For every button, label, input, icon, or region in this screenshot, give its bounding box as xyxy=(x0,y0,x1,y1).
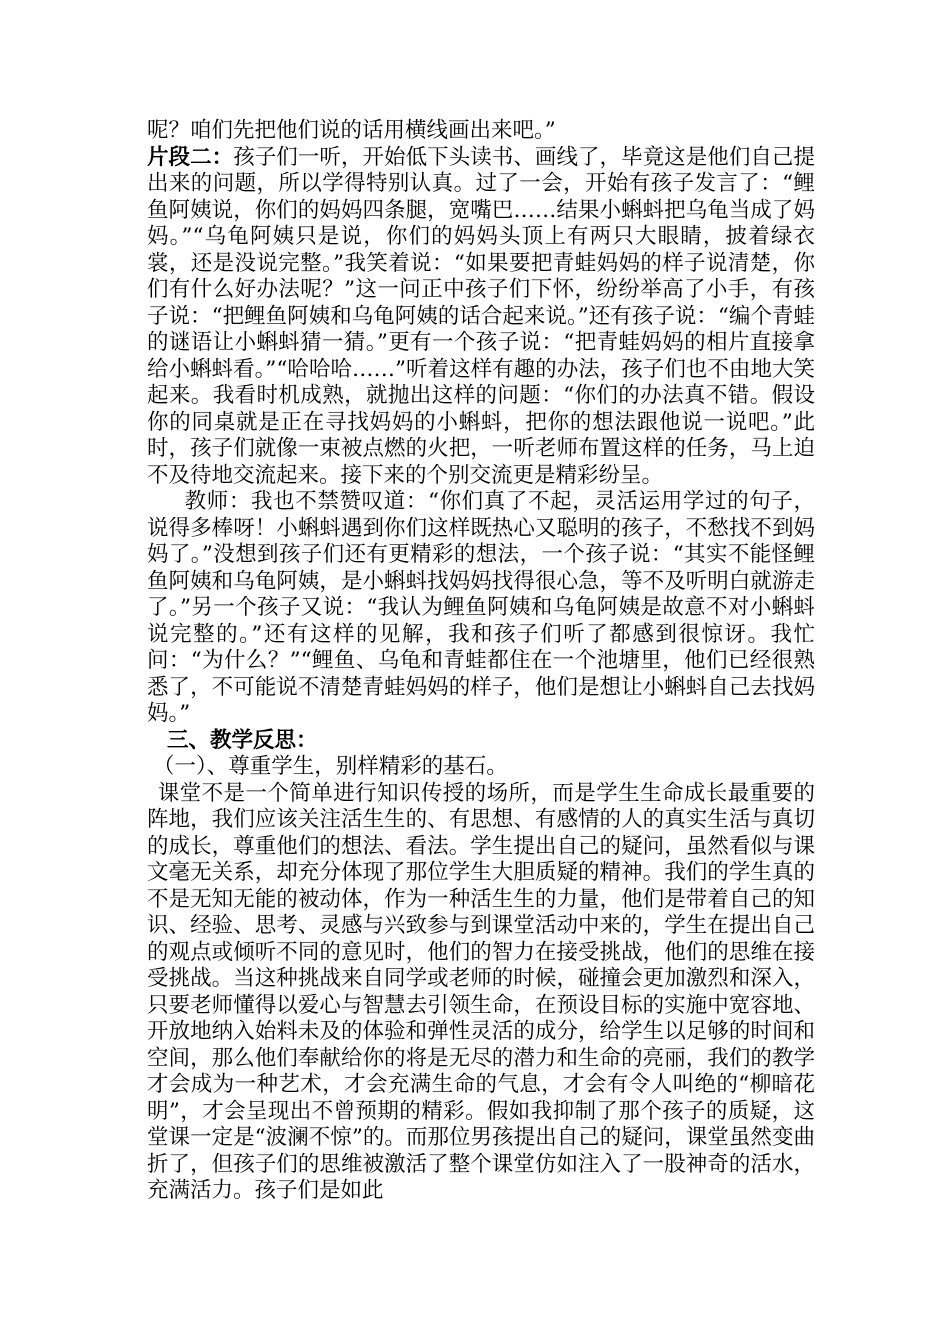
paragraph-continuation: 呢？咱们先把他们说的话用横线画出来吧。” xyxy=(147,118,556,143)
document-page xyxy=(147,118,815,1205)
segment-two-text: 孩子们一听，开始低下头读书、画线了，毕竟这是他们自己提出来的问题，所以学得特别认真。过了一会，开始有孩子发言了：“鲤鱼阿姨说，你们的妈妈四条腿，宽嘴巴……结果小蝌蚪把乌龟当成了妈妈。”“乌龟阿姨只是说，你们的妈妈头顶上有两只大眼睛，披着绿衣裳，还是没说完整。”我笑着说：“如果要把青蛙妈妈的样子说清楚，你们有什么好办法呢？”这一问正中孩子们下怀，纷纷举高了小手，有孩子说：“把鲤鱼阿姨和乌龟阿姨的话合起来说。”还有孩子说：“编个青蛙的谜语让小蝌蚪猜一猜。”更有一个孩子说：“把青蛙妈妈的相片直接拿给小蝌蚪看。”“哈哈哈……”听着这样有趣的办法，孩子们也不由地大笑起来。我看时机成熟，就抛出这样的问题：“你们的办法真不错。假设你的同桌就是正在寻找妈妈的小蝌蚪，把你的想法跟他说一说吧。”此时，孩子们就像一束被点燃的火把，一听老师布置这样的任务，马上迫不及待地交流起来。接下来的个别交流更是精彩纷呈。 xyxy=(147,144,815,488)
segment-two-label: 片段二： xyxy=(147,144,234,170)
subsection-heading-1: （一）、尊重学生，别样精彩的基石。 xyxy=(153,754,508,779)
section-heading-reflection: 三、教学反思： xyxy=(167,727,318,753)
paragraph-segment-two xyxy=(147,145,815,490)
paragraph-teacher: 教师：我也不禁赞叹道：“你们真了不起，灵活运用学过的句子，说得多棒呀！小蝌蚪遇到你们这样既热心又聪明的孩子，不愁找不到妈妈了。”没想到孩子们还有更精彩的想法，一个孩子说：“其实不能怪鲤鱼阿姨和乌龟阿姨，是小蝌蚪找妈妈找得很心急，等不及听明白就游走了。”另一个孩子又说：“我认为鲤鱼阿姨和乌龟阿姨是故意不对小蝌蚪说完整的。”还有这样的见解，我和孩子们听了都感到很惊讶。我忙问：“为什么？”“鲤鱼、乌龟和青蛙都住在一个池塘里，他们已经很熟悉了，不可能说不清楚青蛙妈妈的样子，他们是想让小蝌蚪自己去找妈妈。” xyxy=(147,489,815,726)
paragraph-reflection: 课堂不是一个简单进行知识传授的场所，而是学生生命成长最重要的阵地，我们应该关注活生生的、有思想、有感情的人的真实生活与真切的成长，尊重他们的想法、看法。学生提出自己的疑问，虽然看似与课文毫无关系，却充分体现了那位学生大胆质疑的精神。我们的学生真的不是无知无能的被动体，作为一种活生生的力量，他们是带着自己的知识、经验、思考、灵感与兴致参与到课堂活动中来的，学生在提出自己的观点或倾听不同的意见时，他们的智力在接受挑战，他们的思维在接受挑战。当这种挑战来自同学或老师的时候，碰撞会更加激烈和深入，只要老师懂得以爱心与智慧去引领生命，在预设目标的实施中宽容地、开放地纳入始料未及的体验和弹性灵活的成分，给学生以足够的时间和空间，那么他们奉献给你的将是无尽的潜力和生命的亮丽，我们的教学才会成为一种艺术，才会充满生命的气息，才会有令人叫绝的“柳暗花明”，才会呈现出不曾预期的精彩。假如我抑制了那个孩子的质疑，这堂课一定是“波澜不惊”的。而那位男孩提出自己的疑问，课堂虽然变曲折了，但孩子们的思维被激活了整个课堂仿如注入了一股神奇的活水，充满活力。孩子们是如此 xyxy=(147,780,815,1203)
